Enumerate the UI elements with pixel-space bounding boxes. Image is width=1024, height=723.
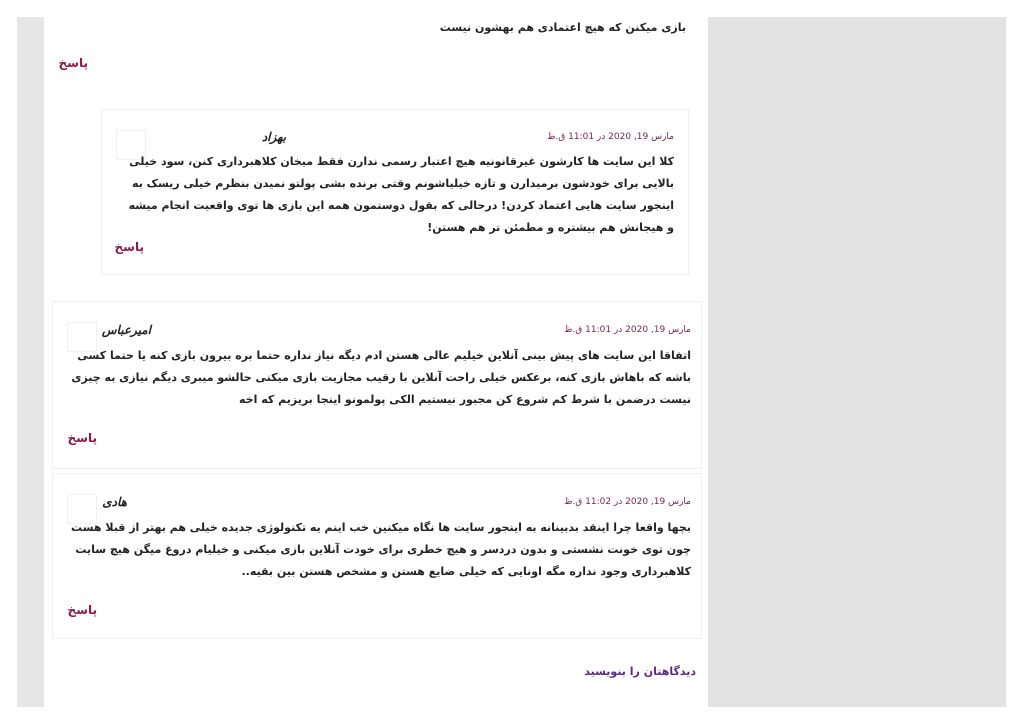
comment-author: بهزاد bbox=[261, 130, 286, 144]
comment-text: بازی میکنن که هیچ اعتمادی هم بهشون نیست bbox=[439, 21, 686, 34]
reply-link[interactable]: پاسخ bbox=[58, 56, 88, 70]
comment-date[interactable]: مارس 19, 2020 در 11:02 ق.ظ bbox=[564, 497, 691, 507]
comment-text: اتفاقا این سایت های پیش بینی آنلاین خیلیم عالی هستن ادم دیگه نیاز نداره حتما بره بیرون بازی کنه یا حتما کسی باشه که باهاش بازی کنه، برعکس خیلی راحت آنلاین با رقیب مجازیت بازی میکنی حالشو میبری دیگم نیازی به چیزی نیست درضمن با شرط کم شروع کن مجبور نیستیم الکی پولمونو اینجا بریزیم که اخه bbox=[71, 349, 691, 406]
comment-text: بچها واقعا چرا اینقد بدبینانه به اینجور سایت ها نگاه میکنین خب اینم یه تکنولوژی جدیده خیلی هم بهتر از قبلا هست چون توی خونت نشستی و بدون دردسر و هیچ خطری برای خودت آنلاین بازی میکنی و خیلیام دروغ میگن هیچ سایت کلاهبرداری وجود نداره مگه اونایی که خیلی ضایع هستن و مشخص هستن بین بقیه.. bbox=[71, 521, 691, 578]
reply-link[interactable]: پاسخ bbox=[114, 240, 144, 254]
comment-author: امیرعباس bbox=[101, 323, 151, 337]
reply-link[interactable]: پاسخ bbox=[67, 603, 97, 617]
comment bbox=[52, 17, 700, 293]
sidebar bbox=[708, 17, 1006, 707]
comment-author: هادی bbox=[102, 495, 127, 509]
comment-reply bbox=[101, 109, 689, 275]
comment-date[interactable]: مارس 19, 2020 در 11:01 ق.ظ bbox=[564, 325, 691, 335]
comments-section bbox=[44, 17, 708, 707]
comment bbox=[52, 473, 702, 639]
reply-link[interactable]: پاسخ bbox=[67, 431, 97, 445]
comment-date[interactable]: مارس 19, 2020 در 11:01 ق.ظ bbox=[547, 132, 674, 142]
comment-text: کلا این سایت ها کارشون غیرقانونیه هیچ اعتبار رسمی ندارن فقط میخان کلاهبرداری کنن، سود خیلی بالایی برای خودشون برمیدارن و تازه خیلیاشونم وقتی برنده بشی پولتو نمیدن بنظرم خیلی ریسک به اینجور سایت هایی اعتماد کردن! درحالی که بقول دوستمون همه این بازی ها توی واقعیت انجام میشه و هیجانش هم بیشتره و مطمئن تر هم هستن! bbox=[128, 155, 674, 234]
comment bbox=[52, 301, 702, 469]
write-comment-heading: دیدگاهتان را بنویسید bbox=[584, 665, 696, 678]
page-gutter-left bbox=[17, 17, 44, 707]
